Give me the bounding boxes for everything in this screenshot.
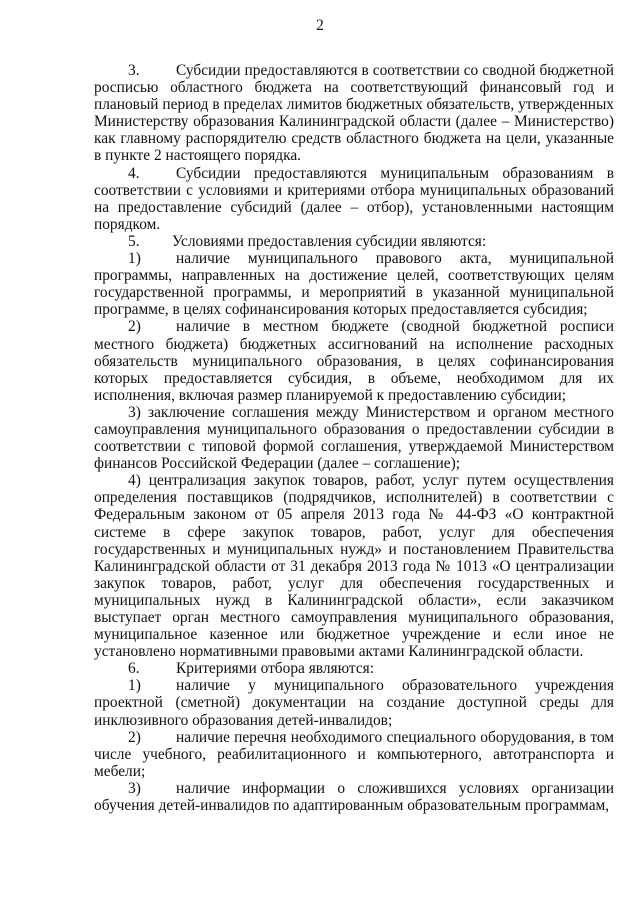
item-number: 2) <box>128 728 141 746</box>
condition-2 <box>94 318 614 403</box>
item-number: 3. <box>128 62 140 79</box>
criterion-1 <box>94 677 614 728</box>
item-number: 4. <box>128 164 140 182</box>
item-number: 6. <box>128 660 140 678</box>
paragraph-text: наличие в местном бюджете (сводной бюджетной росписи местного бюджета) бюджетных ассигнований на исполнение расходных обязательств муниципального образования, в целях софинансирования которых предоставляется субсидия, в объеме, необходимом для их исполнения, включая размер планируемой к предоставлению субсидии; <box>94 318 614 404</box>
paragraph-text: 3) заключение соглашения между Министерством и органом местного самоуправления муниципального образования о предоставлении субсидии в соответствии с типовой формой соглашения, утверждаемой Министерством финансов Российской Федерации (далее – соглашение); <box>94 403 614 473</box>
paragraph-text: Субсидии предоставляются муниципальным образованиям в соответствии с условиями и критериями отбора муниципальных образований на предоставление субсидий (далее – отбор), установленными настоящим порядком. <box>94 164 614 233</box>
condition-1 <box>94 250 614 318</box>
paragraph-text: наличие муниципального правового акта, муниципальной программы, направленных на достижение целей, соответствующих целям государственной программы, и мероприятий в указанной муниципальной программе, в целях софинансирования которых предоставляется субсидия; <box>94 250 614 319</box>
paragraph-text: 4) централизация закупок товаров, работ, услуг путем осуществления определения поставщиков (подрядчиков, исполнителей) в соответствии с Федеральным законом от 05 апреля 2013 года № 44-ФЗ «О контрактной системе в сфере закупок товаров, работ, услуг для обеспечения государственных и муниципальных нужд» и постановлением Правительства Калининградской области от 31 декабря 2013 года № 1013 «О централизации закупок товаров, работ, услуг для обеспечения государственных и муниципальных нужд в Калининградской области», если заказчиком выступает орган местного самоуправления муниципального образования, муниципальное казенное или бюджетное учреждение и если иное не установлено нормативными правовыми актами Калининградской области. <box>94 472 614 661</box>
paragraph-4 <box>94 165 614 233</box>
item-number: 3) <box>128 779 141 797</box>
paragraph-6 <box>94 660 614 677</box>
paragraph-text: наличие перечня необходимого специального оборудования, в том числе учебного, реабилитационного и компьютерного, автотранспорта и мебели; <box>94 728 614 780</box>
paragraph-3 <box>94 62 614 165</box>
paragraph-text: Условиями предоставления субсидии являются: <box>172 232 487 250</box>
paragraph-5 <box>94 233 614 250</box>
condition-3 <box>94 404 614 472</box>
paragraph-text: наличие информации о сложившихся условиях организации обучения детей-инвалидов по адаптированным образовательным программам, <box>94 779 614 815</box>
item-number: 1) <box>128 250 141 268</box>
criterion-2 <box>94 729 614 780</box>
condition-4 <box>94 472 614 660</box>
criterion-3 <box>94 780 614 814</box>
item-number: 5. <box>128 232 140 250</box>
paragraph-text: Субсидии предоставляются в соответствии со сводной бюджетной росписью областного бюджета на соответствующий финансовый год и плановый период в пределах лимитов бюджетных обязательств, утвержденных Министерству образования Калининградской области (далее – Министерство) как главному распорядителю средств областного бюджета на цели, указанные в пункте 2 настоящего порядка. <box>94 62 614 165</box>
page-number: 2 <box>316 17 324 34</box>
item-number: 2) <box>128 318 141 336</box>
paragraph-text: Критериями отбора являются: <box>176 660 375 678</box>
item-number: 1) <box>128 677 141 695</box>
document-body <box>94 62 614 814</box>
paragraph-text: наличие у муниципального образовательного учреждения проектной (сметной) документации на создание доступной среды для инклюзивного образования детей-инвалидов; <box>94 677 614 729</box>
